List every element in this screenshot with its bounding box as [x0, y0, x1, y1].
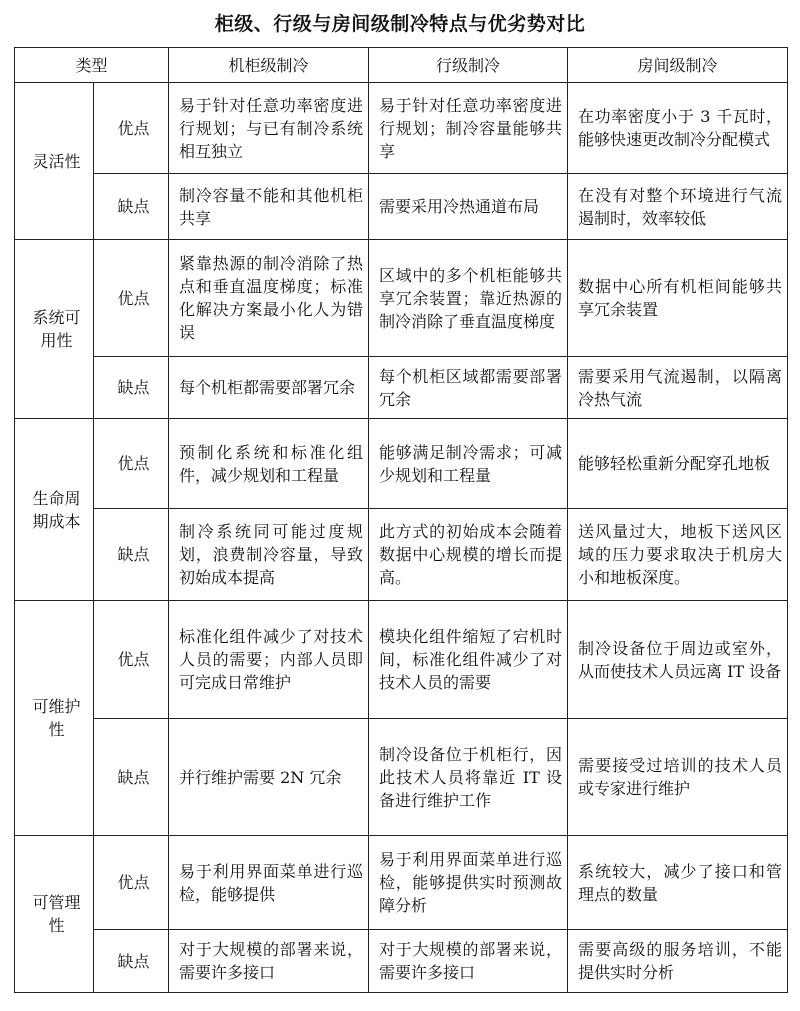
- rack-pros-cell: 标准化组件减少了对技术人员的需要；内部人员即可完成日常维护: [169, 601, 369, 719]
- table-row: [15, 240, 788, 357]
- row-cons-cell: 每个机柜区域都需要部署冗余: [369, 357, 568, 419]
- row-pros-cell: 能够满足制冷需求；可减少规划和工程量: [369, 419, 568, 509]
- room-pros-cell: 系统较大，减少了接口和管理点的数量: [568, 836, 788, 930]
- header-room-cooling: 房间级制冷: [568, 48, 788, 83]
- room-pros-cell: 数据中心所有机柜间能够共享冗余装置: [568, 240, 788, 357]
- table-row: [15, 836, 788, 930]
- header-row: [15, 48, 788, 83]
- cons-label: 缺点: [94, 357, 169, 419]
- table-row: [15, 509, 788, 601]
- table-row: [15, 601, 788, 719]
- rack-cons-cell: 对于大规模的部署来说，需要许多接口: [169, 930, 369, 993]
- cons-label: 缺点: [94, 930, 169, 993]
- table-title: 柜级、行级与房间级制冷特点与优劣势对比: [214, 13, 586, 35]
- rack-cons-cell: 每个机柜都需要部署冗余: [169, 357, 369, 419]
- row-pros-cell: 区域中的多个机柜能够共享冗余装置；靠近热源的制冷消除了垂直温度梯度: [369, 240, 568, 357]
- rack-cons-cell: 制冷容量不能和其他机柜共享: [169, 174, 369, 240]
- room-pros-cell: 制冷设备位于周边或室外，从而使技术人员远离 IT 设备: [568, 601, 788, 719]
- room-cons-cell: 送风量过大，地板下送风区域的压力要求取决于机房大小和地板深度。: [568, 509, 788, 601]
- rack-cons-cell: 制冷系统同可能过度规划，浪费制冷容量，导致初始成本提高: [169, 509, 369, 601]
- header-type: 类型: [15, 48, 169, 83]
- cons-label: 缺点: [94, 719, 169, 836]
- category-lifecycle-cost: 生命周期成本: [15, 419, 94, 601]
- category-maintainability: 可维护性: [15, 601, 94, 836]
- row-cons-cell: 制冷设备位于机柜行，因此技术人员将靠近 IT 设备进行维护工作: [369, 719, 568, 836]
- table-row: [15, 174, 788, 240]
- table-row: [15, 357, 788, 419]
- pros-label: 优点: [94, 419, 169, 509]
- category-manageability: 可管理性: [15, 836, 94, 993]
- pros-label: 优点: [94, 240, 169, 357]
- row-cons-cell: 此方式的初始成本会随着数据中心规模的增长而提高。: [369, 509, 568, 601]
- header-row-cooling: 行级制冷: [369, 48, 568, 83]
- row-cons-cell: 需要采用冷热通道布局: [369, 174, 568, 240]
- row-pros-cell: 易于利用界面菜单进行巡检，能够提供实时预测故障分析: [369, 836, 568, 930]
- category-flexibility: 灵活性: [15, 83, 94, 240]
- row-pros-cell: 模块化组件缩短了宕机时间，标准化组件减少了对技术人员的需要: [369, 601, 568, 719]
- rack-pros-cell: 预制化系统和标准化组件，减少规划和工程量: [169, 419, 369, 509]
- cons-label: 缺点: [94, 509, 169, 601]
- pros-label: 优点: [94, 601, 169, 719]
- room-cons-cell: 需要高级的服务培训，不能提供实时分析: [568, 930, 788, 993]
- room-cons-cell: 需要采用气流遏制，以隔离冷热气流: [568, 357, 788, 419]
- rack-cons-cell: 并行维护需要 2N 冗余: [169, 719, 369, 836]
- table-row: [15, 930, 788, 993]
- comparison-table: [14, 47, 788, 993]
- header-rack-cooling: 机柜级制冷: [169, 48, 369, 83]
- row-cons-cell: 对于大规模的部署来说，需要许多接口: [369, 930, 568, 993]
- table-row: [15, 419, 788, 509]
- rack-pros-cell: 易于针对任意功率密度进行规划；与已有制冷系统相互独立: [169, 83, 369, 174]
- rack-pros-cell: 紧靠热源的制冷消除了热点和垂直温度梯度；标准化解决方案最小化人为错误: [169, 240, 369, 357]
- room-cons-cell: 需要接受过培训的技术人员或专家进行维护: [568, 719, 788, 836]
- rack-pros-cell: 易于利用界面菜单进行巡检，能够提供: [169, 836, 369, 930]
- room-pros-cell: 在功率密度小于 3 千瓦时，能够快速更改制冷分配模式: [568, 83, 788, 174]
- table-row: [15, 83, 788, 174]
- room-cons-cell: 在没有对整个环境进行气流遏制时，效率较低: [568, 174, 788, 240]
- pros-label: 优点: [94, 836, 169, 930]
- pros-label: 优点: [94, 83, 169, 174]
- room-pros-cell: 能够轻松重新分配穿孔地板: [568, 419, 788, 509]
- row-pros-cell: 易于针对任意功率密度进行规划；制冷容量能够共享: [369, 83, 568, 174]
- cons-label: 缺点: [94, 174, 169, 240]
- table-row: [15, 719, 788, 836]
- category-availability: 系统可用性: [15, 240, 94, 419]
